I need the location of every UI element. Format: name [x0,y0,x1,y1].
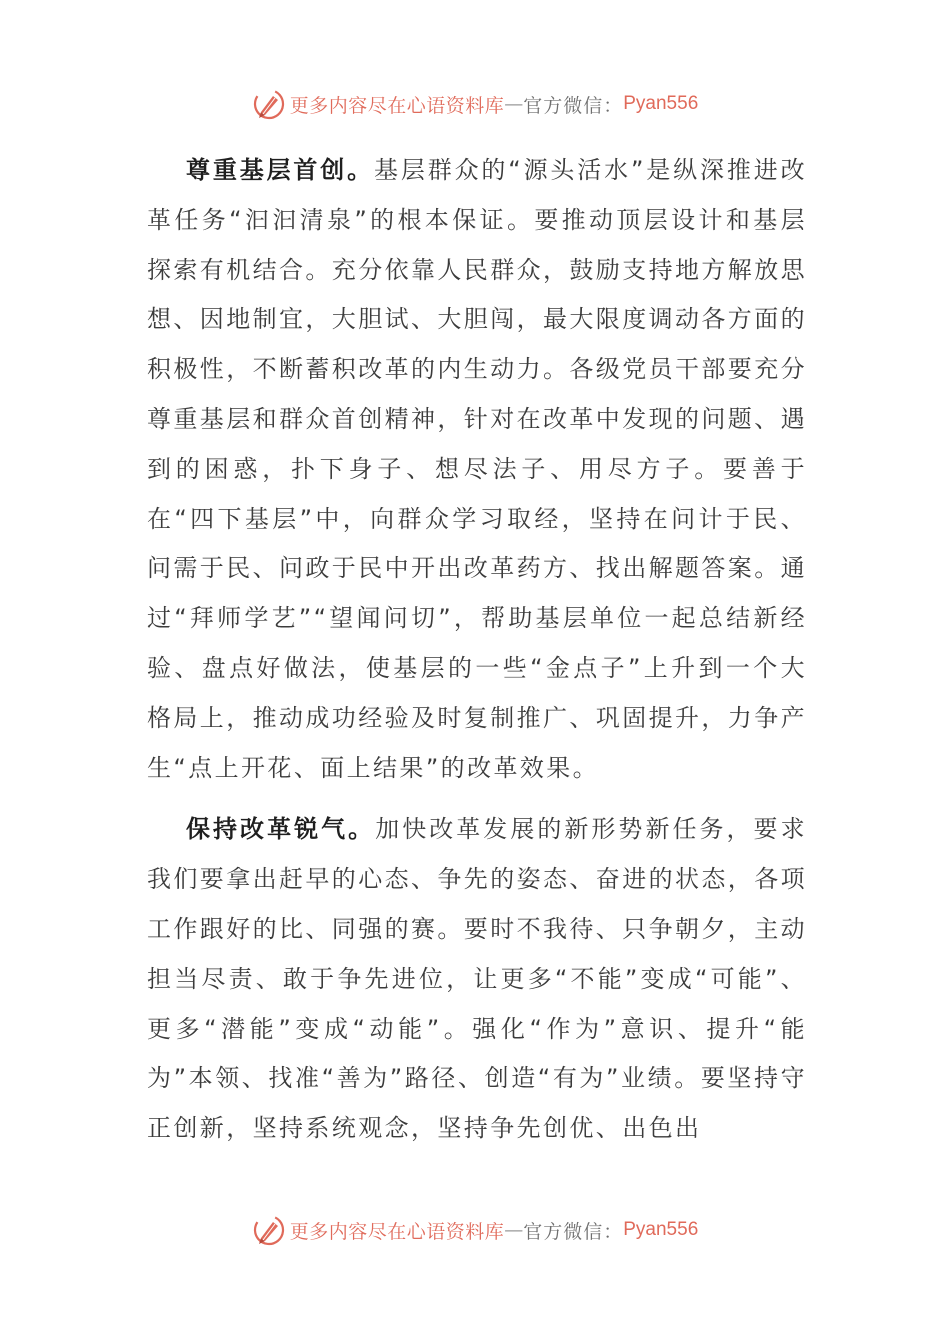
footer-watermark-banner [0,1210,950,1250]
paragraph-text: 加快改革发展的新形势新任务，要求我们要拿出赶早的心态、争先的姿态、奋进的状态，各项工作跟好的比、同强的赛。要时不我待、只争朝夕，主动担当尽责、敢于争先进位，让更多“不能”变成“可能”、更多“潜能”变成“动能”。强化“作为”意识、提升“能为”本领、找准“善为”路径、创造“有为”业绩。要坚持守正创新，坚持系统观念，坚持争先创优、出色出 [147,815,807,1143]
pen-nib-logo-icon [252,87,286,121]
header-watermark-banner [0,84,950,124]
paragraph-respect-grassroots [147,146,807,793]
wechat-id: Pyan556 [623,93,699,114]
paragraph-text: 基层群众的“源头活水”是纵深推进改革任务“汩汩清泉”的根本保证。要推动顶层设计和基层探索有机结合。充分依靠人民群众，鼓励支持地方解放思想、因地制宜，大胆试、大胆闯，最大限度调动各方面的积极性，不断蓄积改革的内生动力。各级党员干部要充分尊重基层和群众首创精神，针对在改革中发现的问题、遇到的困惑，扑下身子、想尽法子、用尽方子。要善于在“四下基层”中，向群众学习取经，坚持在问计于民、问需于民、问政于民中开出改革药方、找出解题答案。通过“拜师学艺”“望闻问切”，帮助基层单位一起总结新经验、盘点好做法，使基层的一些“金点子”上升到一个大格局上，推动成功经验及时复制推广、巩固提升，力争产生“点上开花、面上结果”的改革效果。 [147,156,807,782]
pen-nib-logo-icon [252,1213,286,1247]
brand-text: 更多内容尽在心语资料库 [289,1220,505,1243]
banner-separator: — [504,93,524,115]
official-wechat-label: 官方微信： [523,94,624,117]
paragraph-reform-vigor [147,805,807,1154]
banner-separator: — [504,1219,524,1241]
paragraph-heading: 保持改革锐气。 [186,815,376,844]
brand-text: 更多内容尽在心语资料库 [289,94,505,117]
wechat-id: Pyan556 [623,1219,699,1240]
paragraph-heading: 尊重基层首创。 [186,156,374,184]
document-body [147,146,807,1154]
official-wechat-label: 官方微信： [523,1220,624,1243]
